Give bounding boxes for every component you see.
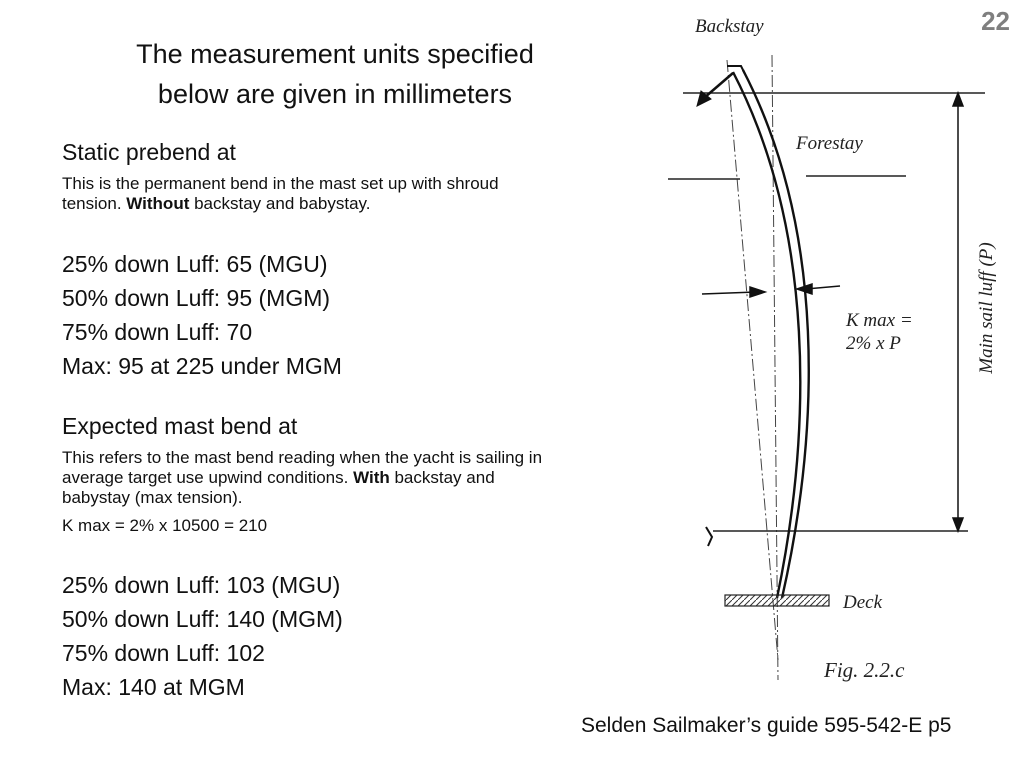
static-prebend-item: 75% down Luff: 70 — [62, 319, 253, 345]
kmax-label-line2: 2% x P — [846, 333, 901, 354]
horizontal-markers — [668, 93, 985, 531]
luff-dimension — [953, 93, 963, 531]
static-prebend-desc-part1: This is the permanent bend in the mast set up with shroud tension. — [62, 174, 499, 213]
static-prebend-item: 25% down Luff: 65 (MGU) — [62, 251, 328, 277]
main-sail-luff-label: Main sail luff (P) — [976, 242, 997, 374]
source-caption: Selden Sailmaker’s guide 595-542-E p5 — [581, 714, 952, 737]
slide-number: 22 — [981, 6, 1010, 36]
expected-bend-item: Max: 140 at MGM — [62, 674, 245, 700]
static-prebend-title: Static prebend at — [62, 139, 236, 165]
deck-plate — [725, 595, 829, 606]
straight-mast-reference-line — [727, 60, 778, 660]
backstay-label: Backstay — [695, 16, 764, 37]
expected-bend-item: 75% down Luff: 102 — [62, 640, 265, 666]
heading-line-2: below are given in millimeters — [157, 79, 513, 109]
static-prebend-desc-bold: Without — [126, 194, 190, 213]
expected-bend-item: 50% down Luff: 140 (MGM) — [62, 606, 343, 632]
boom-fitting — [706, 527, 712, 546]
static-prebend-item: 50% down Luff: 95 (MGM) — [62, 285, 331, 311]
expected-bend-desc-part2: backstay and babystay (max tension). — [62, 468, 495, 507]
heading-line-1: The measurement units specified — [136, 39, 534, 69]
expected-bend-title: Expected mast bend at — [62, 413, 298, 439]
static-prebend-item: Max: 95 at 225 under MGM — [62, 353, 342, 379]
expected-bend-desc-bold: With — [353, 468, 390, 487]
kmax-formula: K max = 2% x 10500 = 210 — [62, 516, 268, 535]
static-prebend-desc-part2: backstay and babystay. — [189, 194, 371, 213]
forestay-label: Forestay — [796, 133, 863, 154]
backstay-arrow — [697, 73, 733, 106]
kmax-label-line1: K max = — [846, 310, 913, 331]
figure-number-label: Fig. 2.2.c — [824, 658, 905, 682]
deck-label: Deck — [843, 592, 883, 613]
expected-bend-desc-part1: This refers to the mast bend reading when the yacht is sailing in average target use upwind conditions. — [62, 448, 543, 487]
expected-bend-item: 25% down Luff: 103 (MGU) — [62, 572, 341, 598]
reference-lines — [727, 55, 778, 680]
kmax-arrows — [702, 284, 840, 297]
